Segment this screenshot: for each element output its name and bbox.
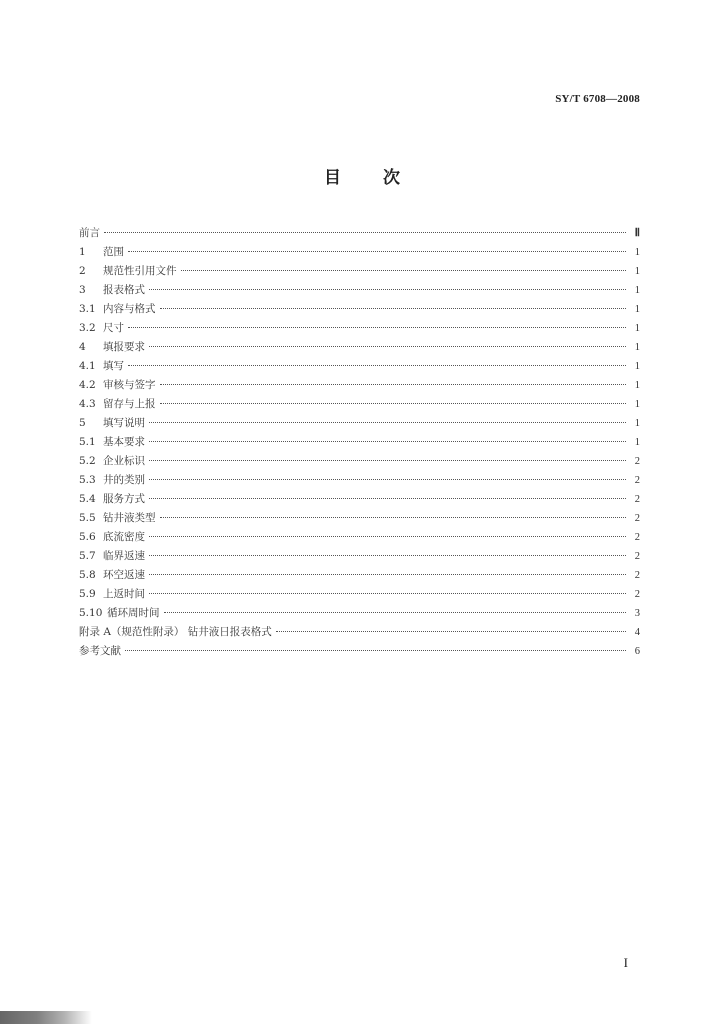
toc-leader-dots [160,403,627,404]
toc-page: 1 [634,266,640,277]
toc-label: 4.1 填写 [79,360,124,372]
toc-entry[interactable] [79,243,640,262]
toc-entry[interactable] [79,490,640,509]
toc-label: 5.9 上返时间 [79,588,145,600]
toc-label: 5.10 循环周时间 [79,607,160,619]
toc-leader-dots [160,517,627,518]
toc-label: 5.4 服务方式 [79,493,145,505]
toc-leader-dots [128,251,626,252]
toc-entry[interactable] [79,566,640,585]
toc-page: 2 [634,551,640,562]
toc-page: 2 [634,456,640,467]
toc-leader-dots [149,593,626,594]
toc-entry[interactable] [79,471,640,490]
toc-entry[interactable] [79,509,640,528]
toc-page: 2 [634,494,640,505]
toc-label: 3.2 尺寸 [79,322,124,334]
toc-entry[interactable] [79,224,640,243]
toc-label: 3 报表格式 [79,284,145,296]
toc-page: 1 [634,418,640,429]
toc-leader-dots [160,384,627,385]
toc-leader-dots [276,631,626,632]
toc-leader-dots [104,232,626,233]
toc-leader-dots [149,346,626,347]
toc-label: 5.1 基本要求 [79,436,145,448]
toc-entry[interactable] [79,281,640,300]
toc-leader-dots [149,289,626,290]
toc-entry[interactable] [79,300,640,319]
toc-leader-dots [149,498,626,499]
table-of-contents [79,224,640,661]
toc-page: 2 [634,513,640,524]
toc-leader-dots [149,460,626,461]
toc-leader-dots [181,270,627,271]
toc-page: 6 [634,646,640,657]
toc-label: 4.2 审核与签字 [79,379,156,391]
toc-leader-dots [149,574,626,575]
toc-label: 附录 A（规范性附录） 钻井液日报表格式 [79,626,272,638]
scan-artifact [0,1011,92,1024]
toc-label: 5.8 环空返速 [79,569,145,581]
toc-entry[interactable] [79,585,640,604]
toc-leader-dots [149,555,626,556]
toc-entry[interactable] [79,642,640,661]
toc-label: 5.7 临界返速 [79,550,145,562]
toc-page: 3 [634,608,640,619]
page-title [0,163,724,188]
toc-page: 1 [634,285,640,296]
toc-page: 1 [634,323,640,334]
toc-entry[interactable] [79,338,640,357]
toc-entry[interactable] [79,604,640,623]
toc-page: 4 [634,627,640,638]
toc-label: 5.5 钻井液类型 [79,512,156,524]
toc-label: 前言 [79,227,100,239]
toc-entry[interactable] [79,395,640,414]
toc-label: 5 填写说明 [79,417,145,429]
title-char-1: 目 [324,168,341,188]
toc-page: 2 [634,475,640,486]
toc-entry[interactable] [79,357,640,376]
toc-page: Ⅱ [634,227,640,239]
toc-page: 1 [634,437,640,448]
toc-page: 1 [634,399,640,410]
toc-leader-dots [149,441,626,442]
toc-leader-dots [149,536,626,537]
toc-entry[interactable] [79,376,640,395]
toc-label: 5.2 企业标识 [79,455,145,467]
toc-label: 5.3 井的类别 [79,474,145,486]
toc-page: 2 [634,570,640,581]
toc-label: 5.6 底流密度 [79,531,145,543]
toc-leader-dots [128,327,626,328]
toc-leader-dots [149,479,626,480]
toc-label: 2 规范性引用文件 [79,265,177,277]
toc-page: 2 [634,532,640,543]
toc-label: 3.1 内容与格式 [79,303,156,315]
toc-entry[interactable] [79,452,640,471]
toc-leader-dots [160,308,627,309]
toc-page: 1 [634,342,640,353]
toc-entry[interactable] [79,547,640,566]
toc-label: 4.3 留存与上报 [79,398,156,410]
toc-page: 2 [634,589,640,600]
toc-entry[interactable] [79,433,640,452]
toc-entry[interactable] [79,262,640,281]
toc-label: 参考文献 [79,645,121,657]
toc-page: 1 [634,304,640,315]
toc-page: 1 [634,380,640,391]
toc-entry[interactable] [79,414,640,433]
toc-leader-dots [128,365,626,366]
toc-page: 1 [634,361,640,372]
toc-leader-dots [125,650,626,651]
toc-leader-dots [164,612,627,613]
toc-page: 1 [634,247,640,258]
toc-label: 1 范围 [79,246,124,258]
toc-label: 4 填报要求 [79,341,145,353]
toc-entry[interactable] [79,528,640,547]
toc-leader-dots [149,422,626,423]
page-number: I [623,955,628,970]
toc-entry[interactable] [79,319,640,338]
standard-number: SY/T 6708—2008 [555,93,640,105]
title-char-2: 次 [383,168,400,188]
toc-entry[interactable] [79,623,640,642]
